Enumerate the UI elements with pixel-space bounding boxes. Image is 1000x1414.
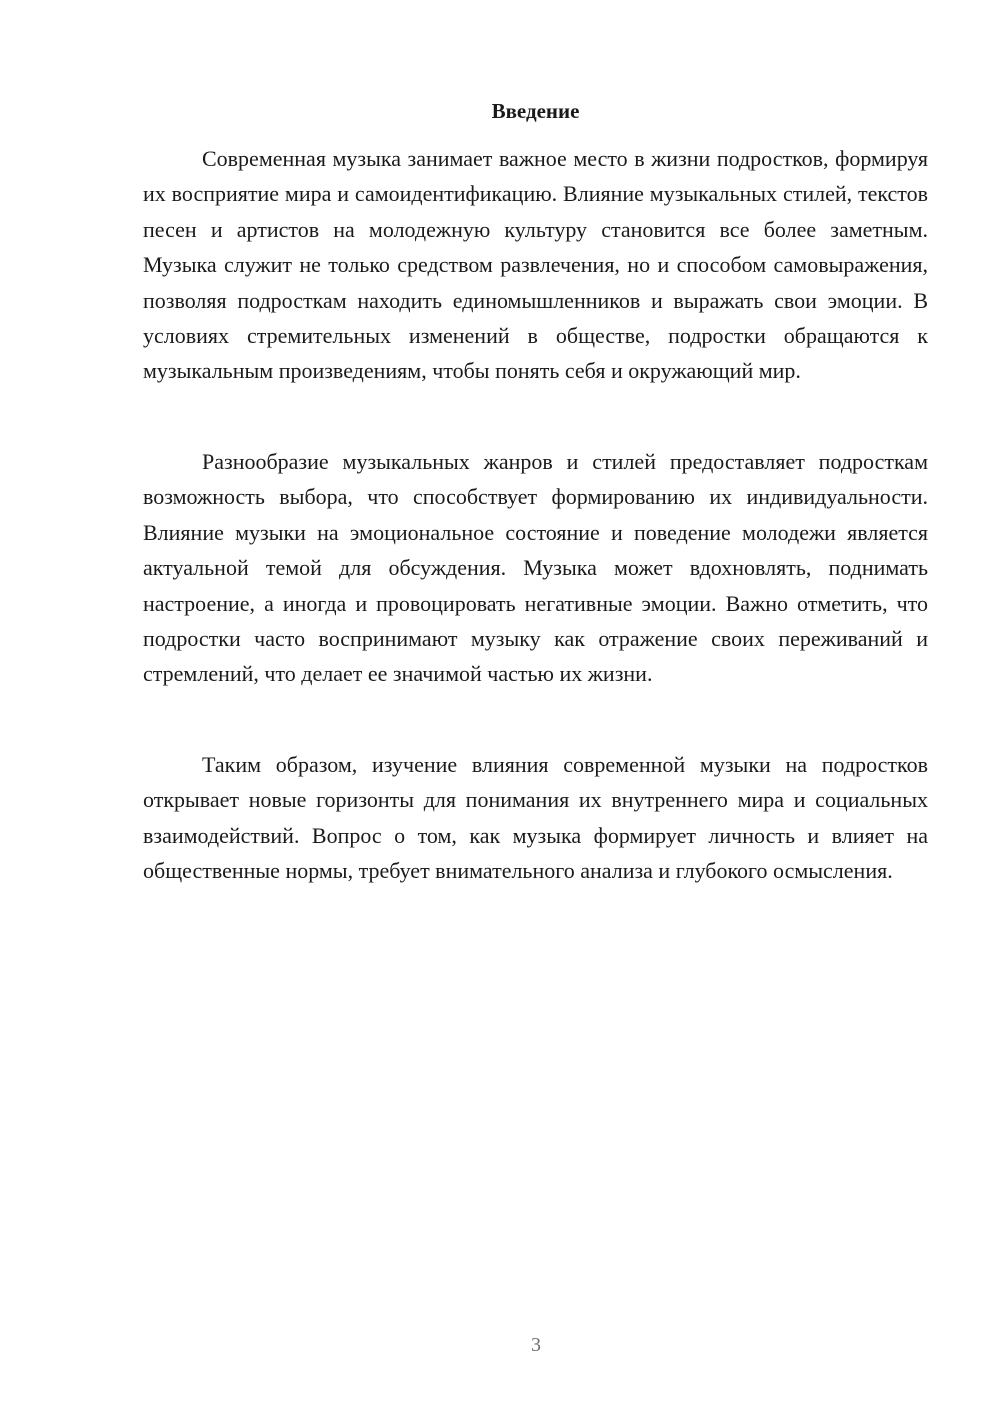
- section-heading: Введение: [491, 99, 580, 123]
- paragraph-2: Разнообразие музыкальных жанров и стилей предоставляет подросткам возможность выбора, что способствует формированию их индивидуальности. Влияние музыки на эмоциональное состояние и поведение молодежи является актуальной темой для обсуждения. Музыка может вдохновлять, поднимать настроение, а иногда и провоцировать негативные эмоции. Важно отметить, что подростки часто воспринимают музыку как отражение своих переживаний и стремлений, что делает ее значимой частью их жизни.: [143, 449, 928, 687]
- paragraph-1: Современная музыка занимает важное место в жизни подростков, формируя их восприятие мира и самоидентификацию. Влияние музыкальных стилей, текстов песен и артистов на молодежную культуру становится все более заметным. Музыка служит не только средством развлечения, но и способом самовыражения, позволяя подросткам находить единомышленников и выражать свои эмоции. В условиях стремительных изменений в обществе, подростки обращаются к музыкальным произведениям, чтобы понять себя и окружающий мир.: [143, 146, 928, 384]
- paragraph-3: Таким образом, изучение влияния современной музыки на подростков открывает новые горизонты для понимания их внутреннего мира и социальных взаимодействий. Вопрос о том, как музыка формирует личность и влияет на общественные нормы, требует внимательного анализа и глубокого осмысления.: [143, 752, 928, 884]
- page-number: 3: [531, 1334, 541, 1356]
